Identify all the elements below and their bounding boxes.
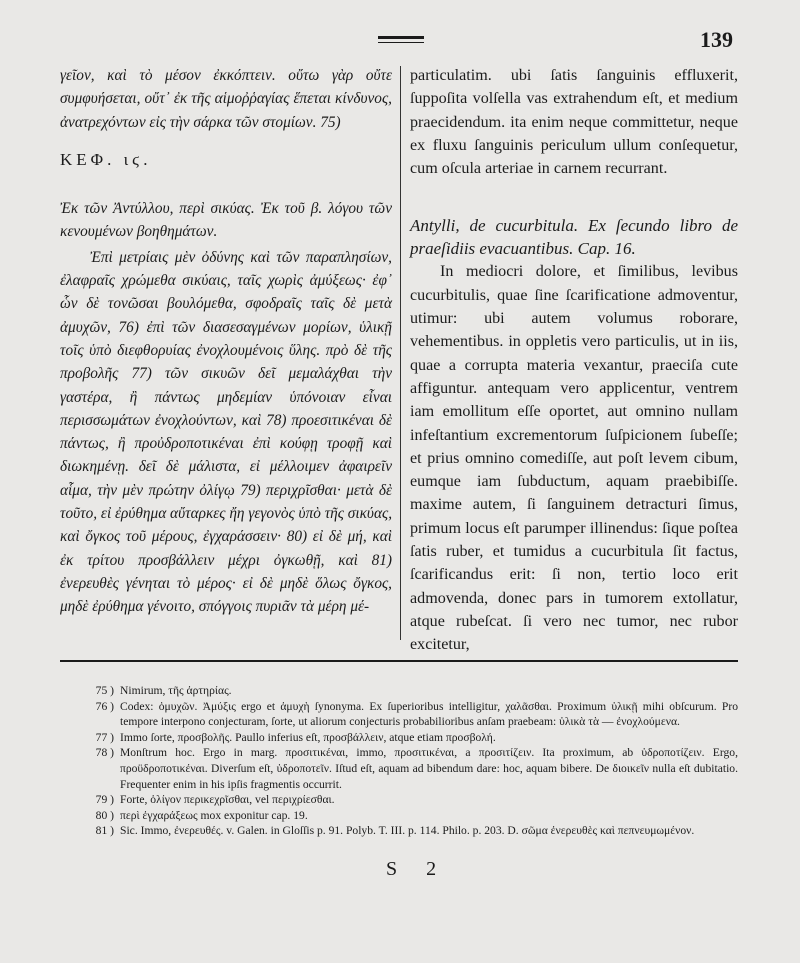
footnote-number: 78 ): [95, 746, 114, 760]
footnote-text: Codex: ὁμυχῶν. Ἀμύξις ergo et ἀμυχὴ ſynonyma. Ex ſuperioribus intelligitur, χαλᾶσθαι. Proximum ὑλικῇ mihi obſcurum. Pro tempore interpono conjecturam, ſorte, ut aliorum conjecturis probabilioribus anſam praebeam: ὑλικὰ τὰ — ἐνοχλούμενα.: [120, 699, 738, 729]
footnote-text: Monſtrum hoc. Ergo in marg. προσιτικέναι, immo, προσιτικέναι, a προσιτίζειν. Ita proximum, ab ὑδροποτίζειν. Ergo, προϋδροποτικέναι. Diverſum eſt, ὑδροποτεῖν. Iſtud eſt, aquam ad bibendum dare: hoc, aquam bibere. De διοικεῖν nulla eſt dubitatio. Frequenter enim in his ipſis fragmentis occurrit.: [120, 746, 738, 791]
footnote-text: Forte, ὀλίγον περικεχρῖσθαι, vel περιχρίεσθαι.: [120, 793, 335, 807]
footnote: [86, 683, 738, 699]
column-divider: [400, 66, 401, 640]
footnote: [86, 792, 738, 808]
latin-paragraph: particulatim. ubi ſatis ſanguinis effluxerit, ſuppoſita volſella vas extrahendum eſt, et medium praecidendum. ita enim neque committetur, neque ex fluxu ſanguinis periculum ullum conſequetur, cum oſcula arteriae in carnem recurrant.: [410, 67, 738, 178]
spacer: [410, 180, 738, 214]
footnote-text: περὶ ἐγχαράξεως mox exponitur cap. 19.: [120, 808, 308, 822]
chapter-heading: ΚΕΦ. ιϛ.: [60, 149, 152, 169]
footnote: [86, 699, 738, 730]
page-number: 139: [700, 27, 733, 52]
latin-body: In mediocri dolore, et ſimilibus, levibus cucurbitulis, quae ſine ſcarificatione admoventur, utimur: ubi autem volumus roborare, vehementibus. in oppletis vero particulis, ut in iis, quae a corrupta materia vexantur, praeciſa cute affiguntur. antequam vero applicentur, ventrem iam emollitum eſſe oportet, aut omnino nullam infeſtantium excrementorum ſuſpicionem ſubeſſe; et prius omnino comediſſe, aut poſt levem cibum, eumque iam ſubductum, aquam praebibiſſe. maxime autem, ſi ſanguinem detracturi ſimus, primum locus eſt parumper illinendus: ſique poſtea ſatis ruber, et tumidus a cucurbitula ſit factus, ſcarificandus erit: ſi non, tertio loco erit admovenda, donec pars in tumorem extollatur, atque rubeſcat. ſi vero nec tumor, nec rubor excitetur,: [410, 263, 738, 654]
footnote-text: Nimirum, τῆς ἀρτηρίας.: [120, 684, 232, 697]
greek-body: Ἐπὶ μετρίαις μὲν ὀδύνης καὶ τῶν παραπλησίων, ἐλαφραῖς χρώμεθα σικύαις, ταῖς χωρὶς ἀμύξεως· ἐφ᾽ ὧν δὲ τονῶσαι βουλόμεθα, σφοδραῖς ταῖς δὲ μετὰ ἀμυχῶν, 76) ἐπὶ τῶν διασεσαγμένων μορίων, ὑλικῇ τοῖς ὑπὸ διεφθορυίας ἐνοχλουμένοις ὕλης. πρὸ δὲ τῆς προβολῆς 77) τῶν σικυῶν δεῖ μεμαλάχθαι τὴν γαστέρα, ἢ πάντως μηδεμίαν ὑπόνοιαν εἶναι περισσωμάτων ἐνοχλούντων, καὶ 78) προεσιτικέναι δὲ πάντως, ἢ προὐδροποτικέναι ἐπὶ κούφῃ τροφῇ καὶ διωκημένῃ. δεῖ δὲ μάλιστα, εἰ μέλλοιμεν ἀφαιρεῖν αἷμα, τὴν μὲν πρώτην ὀλίγῳ 79) περιχρῖσθαι· μετὰ δὲ τοῦτο, εἰ ἐρύθημα αὔταρκες ἤη γεγονὸς ὑπὸ τῆς σικύας, καὶ ὄγκος τοῦ μέρους, ἐγχαράσσειν· 80) εἰ δὲ μή, καὶ ἐκ τρίτου προσβάλλειν μέχρι ὀγκωθῇ, καὶ 81) ἐνερευθὲς γένηται τὸ μέρος· εἰ δὲ μηδὲ ὅλως ὄγκος, μηδὲ ἐρύθημα γένοιτο, σπόγγοις πυριᾶν τὰ μέρη μέ-: [60, 248, 393, 616]
footnote-number: 79 ): [95, 793, 114, 807]
footnote-rule: [60, 660, 738, 662]
footnote: [86, 745, 738, 792]
footnote-text: Sic. Immo, ἐνερευθές. v. Galen. in Gloſſis p. 91. Polyb. T. III. p. 114. Philo. p. 203. D. σῶμα ἐνερευθὲς καὶ πεπνευμωμένον.: [120, 824, 695, 838]
footnote: [86, 808, 738, 824]
greek-paragraph: γεῖον, καὶ τὸ μέσον ἐκκόπτειν. οὔτω γὰρ οὔτε συμφυήσεται, οὔτ᾽ ἐκ τῆς αἱμοῤῥαγίας ἕπεται κίνδυνος, ἀνατρεχόντων εἰς τὴν σάρκα τῶν στομίων. 75): [60, 67, 392, 131]
footnote-text: Immo ſorte, προσβολῆς. Paullo inferius eſt, προσβάλλειν, atque etiam προσβολή.: [120, 730, 496, 744]
latin-column: [410, 64, 738, 657]
footnote-number: 76 ): [95, 699, 114, 713]
signature-mark: S 2: [386, 858, 449, 880]
footnote-number: 77 ): [95, 730, 114, 744]
footnote: [86, 823, 738, 839]
footnote: [86, 730, 738, 746]
header-ornament-thin: [378, 42, 424, 43]
footnote-number: 80 ): [95, 808, 114, 822]
greek-section-title: Ἐκ τῶν Ἀντύλλου, περὶ σικύας. Ἐκ τοῦ β. λόγου τῶν κενουμένων βοηθημάτων.: [60, 200, 392, 241]
footnote-number: 81 ): [95, 824, 114, 838]
footnote-number: 75 ): [95, 684, 114, 697]
latin-section-title: Antylli, de cucurbitula. Ex ſecundo libro de praeſidiis evacuantibus. Cap. 16.: [410, 216, 738, 259]
footnotes: [86, 683, 738, 839]
greek-column: [60, 64, 392, 619]
header-ornament: [378, 36, 424, 39]
